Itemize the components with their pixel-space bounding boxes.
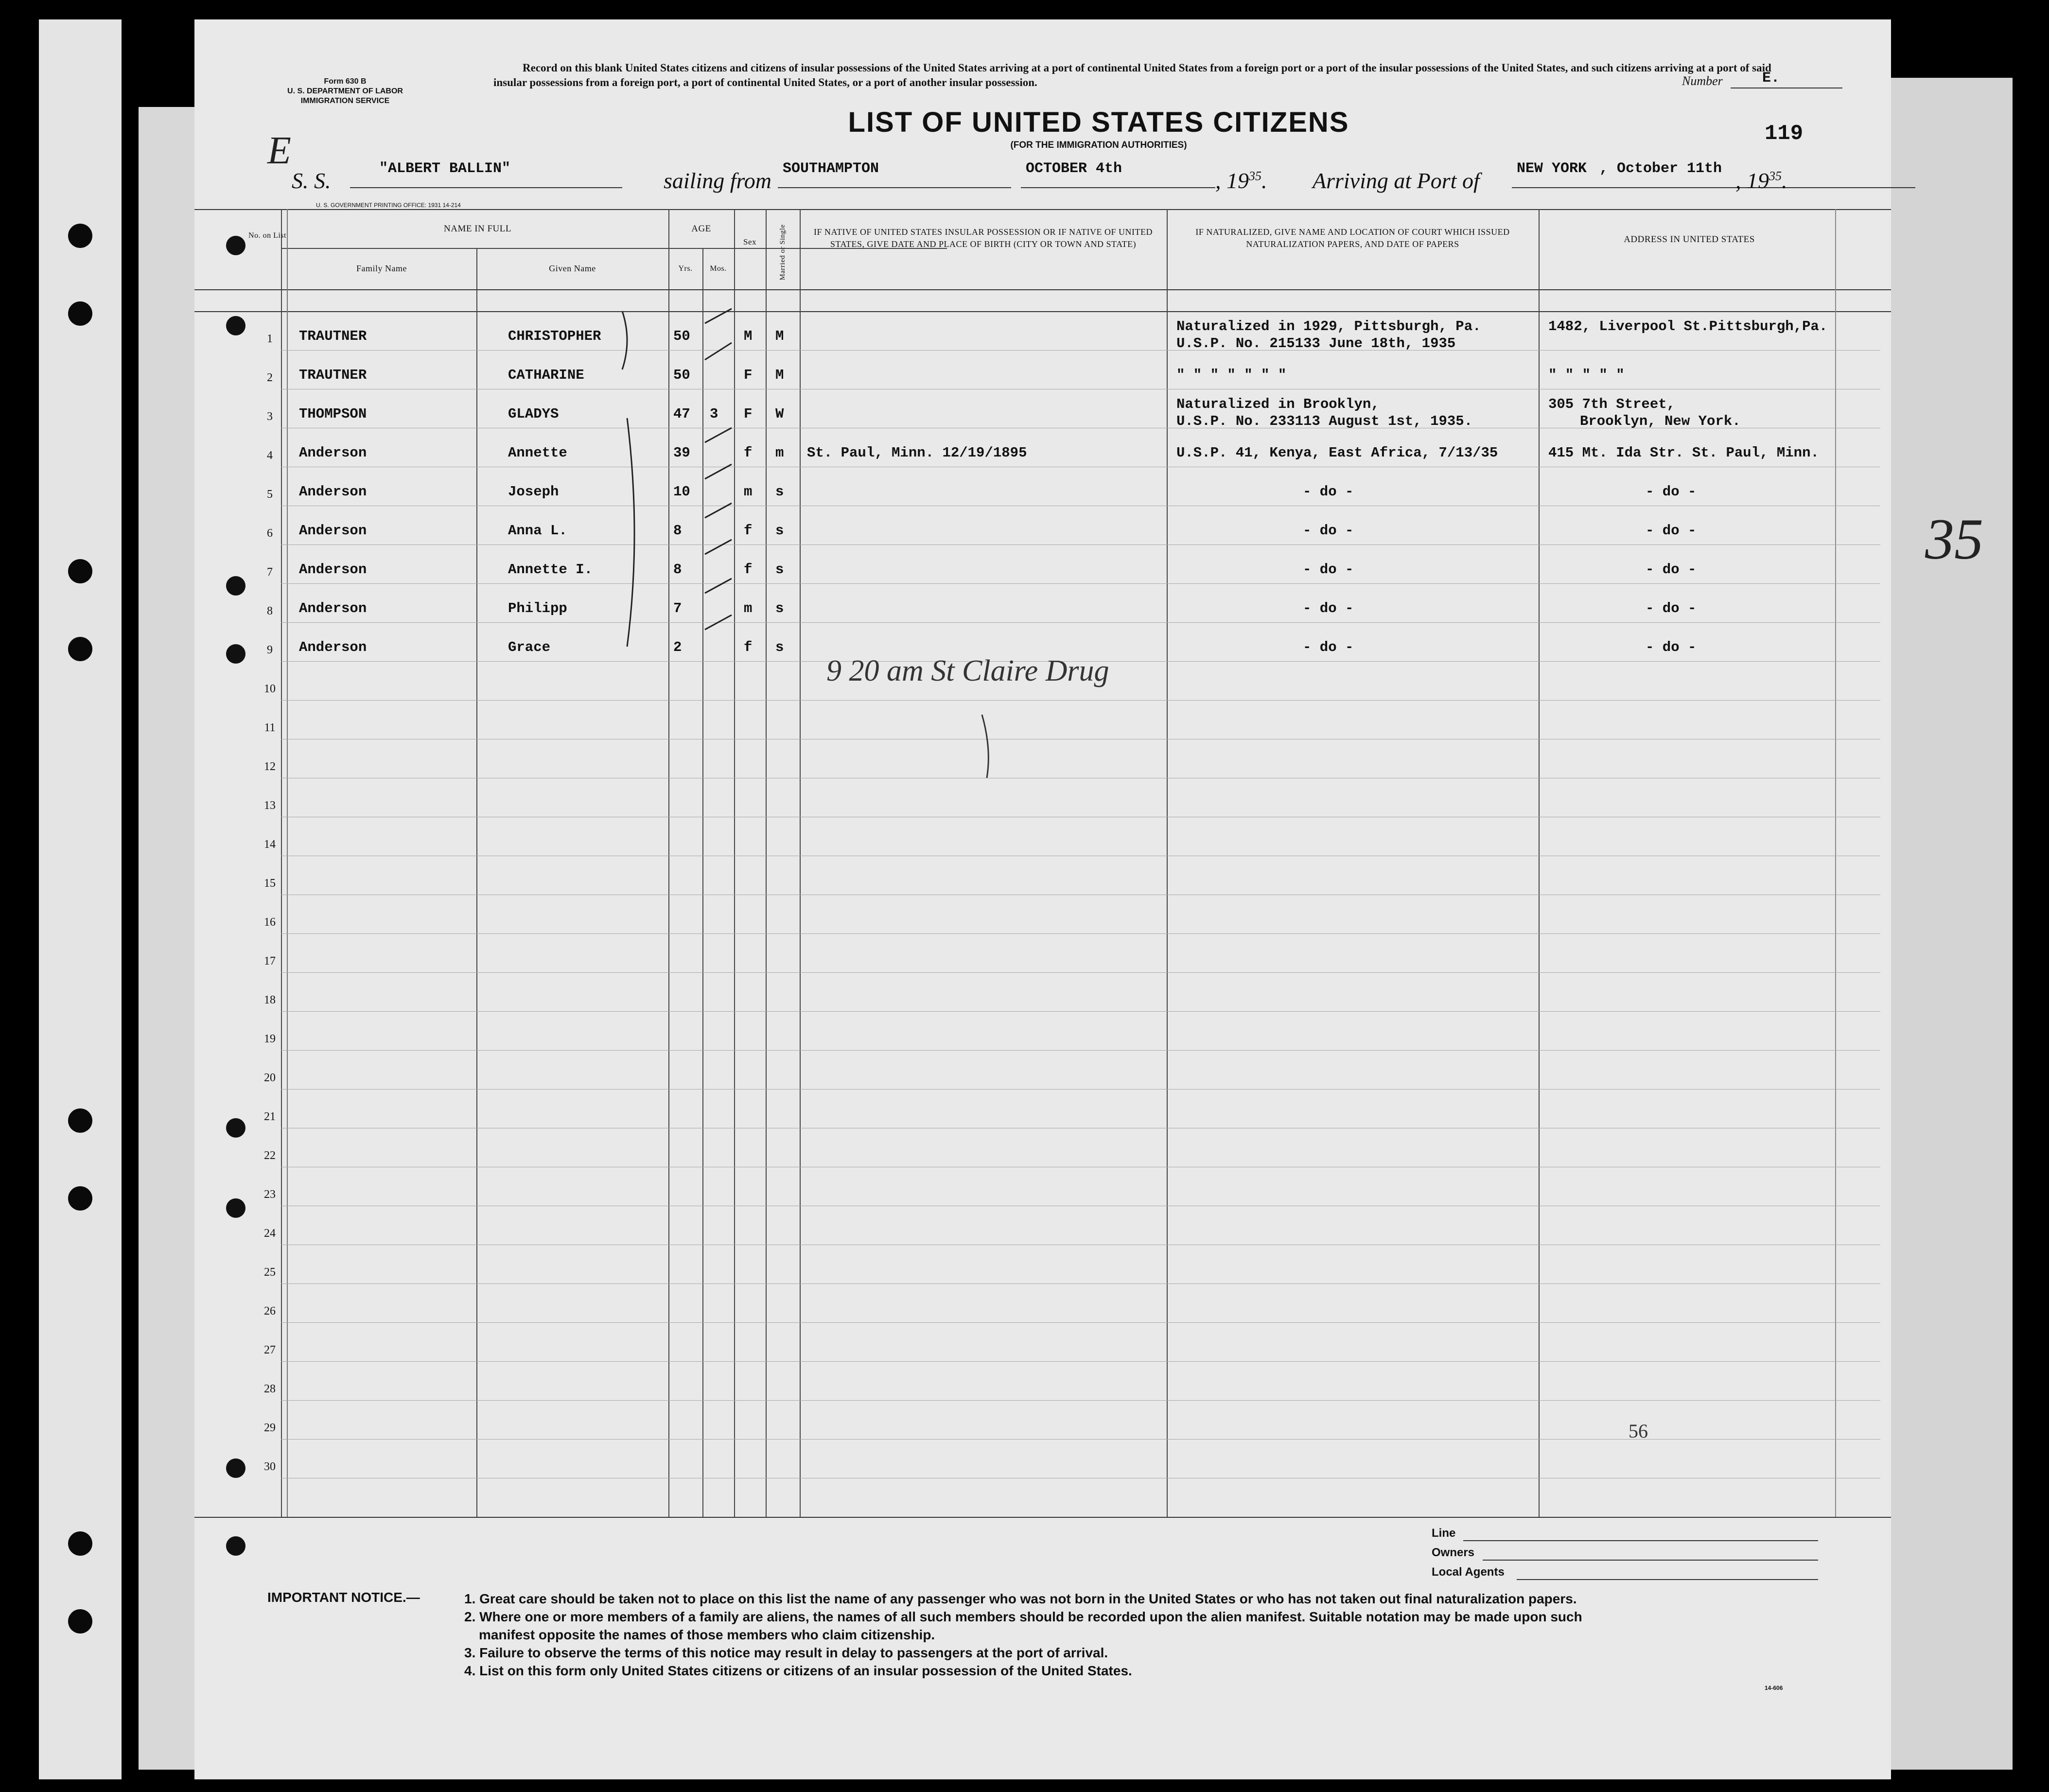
ss-label: S. S. <box>292 168 331 193</box>
naturalization-line1: - do - <box>1303 523 1354 539</box>
marital-status: m <box>775 445 784 461</box>
row-number: 4 <box>267 449 273 462</box>
header-naturalized: IF NATURALIZED, GIVE NAME AND LOCATION OF COURT WHICH ISSUED NATURALIZATION PAPERS, AND DATE OF PAPERS <box>1195 227 1510 249</box>
given-name: Annette <box>508 445 567 461</box>
departure-year: , $19^{35}$. <box>1215 168 1267 193</box>
sailing-label: sailing from <box>664 168 771 193</box>
sex: m <box>744 484 753 500</box>
row-number: 23 <box>264 1188 276 1201</box>
given-name: Grace <box>508 639 551 655</box>
print-office: U. S. GOVERNMENT PRINTING OFFICE: 1931 14-214 <box>316 202 461 209</box>
row-number: 11 <box>264 721 276 734</box>
binder-hole <box>68 224 92 248</box>
sex: f <box>744 562 753 578</box>
number-label: Number <box>1682 74 1723 88</box>
age-years: 8 <box>673 562 682 578</box>
naturalization-line1: Naturalized in Brooklyn, <box>1176 396 1380 412</box>
row-number: 8 <box>267 605 273 617</box>
notice-item: manifest opposite the names of those members who claim citizenship. <box>479 1627 935 1642</box>
naturalization-line1: " " " " " " " <box>1176 367 1287 383</box>
row-number: 20 <box>264 1072 276 1084</box>
check-mark <box>705 309 732 323</box>
marital-status: s <box>775 484 784 500</box>
sex: f <box>744 639 753 655</box>
marital-status: W <box>775 406 784 422</box>
binder-hole <box>68 1531 92 1556</box>
arrival-year-suffix: 35 <box>1769 169 1782 183</box>
page-number: 119 <box>1765 122 1804 146</box>
naturalization-line1: Naturalized in 1929, Pittsburgh, Pa. <box>1176 318 1481 334</box>
given-name: Annette I. <box>508 562 593 578</box>
row-number: 10 <box>264 683 276 695</box>
arrival-port: NEW YORK <box>1517 160 1587 177</box>
row-number: 13 <box>264 799 276 812</box>
handwriting-marks <box>194 19 1891 1575</box>
department: U. S. DEPARTMENT OF LABOR <box>287 87 403 95</box>
header-married: Married or Single <box>779 224 787 281</box>
marital-status: s <box>775 523 784 539</box>
row-number: 29 <box>264 1422 276 1434</box>
row-number: 12 <box>264 760 276 773</box>
header-birth: IF NATIVE OF UNITED STATES INSULAR POSSESSION OR IF NATIVE OF UNITED STATES, GIVE DATE AND PLACE OF BIRTH (CITY OR TOWN AND STATE) <box>813 227 1153 249</box>
address-line2: Brooklyn, New York. <box>1580 413 1741 429</box>
naturalization-line1: - do - <box>1303 639 1354 655</box>
age-years: 7 <box>673 600 682 616</box>
header-age: AGE <box>691 224 711 234</box>
header-sex: Sex <box>743 237 756 246</box>
notice-list <box>464 1590 1874 1680</box>
line-underline <box>1463 1540 1818 1541</box>
binder-hole <box>68 1108 92 1133</box>
row-number: 3 <box>267 410 273 423</box>
sex: F <box>744 406 753 422</box>
punch-hole <box>226 236 245 255</box>
punch-hole <box>226 1536 245 1556</box>
binder-hole <box>68 1186 92 1211</box>
naturalization-line1: U.S.P. 41, Kenya, East Africa, 7/13/35 <box>1176 445 1498 461</box>
row-number: 7 <box>267 566 273 579</box>
check-mark <box>705 464 732 479</box>
row-number: 24 <box>264 1227 276 1240</box>
binder-strip <box>39 19 122 1779</box>
row-number: 5 <box>267 488 273 501</box>
header-given-name: Given Name <box>549 264 596 273</box>
year-prefix: 19 <box>1226 168 1249 193</box>
marital-status: s <box>775 600 784 616</box>
check-mark <box>705 579 732 593</box>
arrival-year: , $19^{35}$. <box>1735 168 1787 193</box>
notice-item: 1. Great care should be taken not to place on this list the name of any passenger who was not born in the United States or who has not taken out final naturalization papers. <box>464 1591 1577 1606</box>
address-line1: " " " " " <box>1548 367 1625 383</box>
number-value: E. <box>1762 70 1780 87</box>
row-number: 21 <box>264 1110 276 1123</box>
check-mark <box>705 503 732 518</box>
punch-hole <box>226 1198 245 1218</box>
handwriting-stroke <box>982 715 988 778</box>
sex: f <box>744 523 753 539</box>
owners-label: Owners <box>1432 1546 1475 1559</box>
age-years: 50 <box>673 328 690 344</box>
marital-status: M <box>775 367 784 383</box>
age-months: 3 <box>710 406 718 422</box>
marital-status: s <box>775 562 784 578</box>
age-years: 39 <box>673 445 690 461</box>
row-number: 30 <box>264 1460 276 1473</box>
margin-mark: 35 <box>1925 507 1983 571</box>
given-name: GLADYS <box>508 406 559 422</box>
family-name: Anderson <box>299 562 367 578</box>
punch-hole <box>226 644 245 664</box>
arrival-year-prefix: 19 <box>1747 168 1769 193</box>
header-no: No. on List <box>248 231 286 240</box>
naturalization-line1: - do - <box>1303 600 1354 616</box>
sex: F <box>744 367 753 383</box>
notice-item: 3. Failure to observe the terms of this notice may result in delay to passengers at the port of arrival. <box>464 1645 1108 1660</box>
punch-hole <box>226 576 245 596</box>
address-line1: - do - <box>1646 562 1697 578</box>
row-number: 15 <box>264 877 276 890</box>
row-number: 22 <box>264 1149 276 1162</box>
marital-status: s <box>775 639 784 655</box>
address-line1: 415 Mt. Ida Str. St. Paul, Minn. <box>1548 445 1819 461</box>
check-mark <box>705 615 732 630</box>
sex: f <box>744 445 753 461</box>
instructions: Record on this blank United States citizens and citizens of insular possessions of the United States arriving at a port of continental United States from a foreign port or a port of the insular possessions of the United States, and such citizens arriving at a port of said insular possessions from a foreign port, a port of continental United States, or a port of another insular possession. <box>493 62 1771 88</box>
header-name-in-full: NAME IN FULL <box>444 224 511 234</box>
age-years: 10 <box>673 484 690 500</box>
check-mark <box>705 540 732 554</box>
naturalization-line2: U.S.P. No. 233113 August 1st, 1935. <box>1176 413 1473 429</box>
row-number: 1 <box>267 333 273 345</box>
family-name: Anderson <box>299 600 367 616</box>
address-line1: 1482, Liverpool St.Pittsburgh,Pa. <box>1548 318 1828 334</box>
agents-underline <box>1517 1579 1818 1580</box>
year-suffix: 35 <box>1249 169 1261 183</box>
service: IMMIGRATION SERVICE <box>300 97 390 105</box>
row-number: 16 <box>264 916 276 929</box>
row-number: 9 <box>267 644 273 656</box>
line-label: Line <box>1432 1527 1456 1540</box>
punch-hole <box>226 1458 245 1478</box>
notice-item: 2. Where one or more members of a family are aliens, the names of all such members should be recorded upon the alien manifest. Suitable notation may be made upon such <box>464 1609 1582 1624</box>
check-mark <box>705 343 732 360</box>
family-name: Anderson <box>299 639 367 655</box>
bracket-mark <box>622 311 627 369</box>
row-number: 25 <box>264 1266 276 1279</box>
naturalization-line1: - do - <box>1303 484 1354 500</box>
row-number: 28 <box>264 1383 276 1395</box>
header-yrs: Yrs. <box>678 264 693 273</box>
birth-place: St. Paul, Minn. 12/19/1895 <box>807 445 1027 461</box>
bracket-mark <box>627 418 634 647</box>
address-line1: - do - <box>1646 600 1697 616</box>
address-line1: - do - <box>1646 523 1697 539</box>
address-line1: - do - <box>1646 639 1697 655</box>
binder-hole <box>68 637 92 661</box>
form-number: Form 630 B <box>324 77 367 86</box>
row-number: 17 <box>264 955 276 967</box>
notice-item: 4. List on this form only United States citizens or citizens of an insular possession of the United States. <box>464 1663 1132 1678</box>
binder-hole <box>68 559 92 583</box>
address-line1: 305 7th Street, <box>1548 396 1676 412</box>
family-name: TRAUTNER <box>299 367 367 383</box>
given-name: Joseph <box>508 484 559 500</box>
family-name: Anderson <box>299 523 367 539</box>
marital-status: M <box>775 328 784 344</box>
family-name: THOMPSON <box>299 406 367 422</box>
page-stamp: 56 <box>1629 1420 1648 1442</box>
notice-title: IMPORTANT NOTICE.— <box>267 1590 420 1605</box>
binder-hole <box>68 301 92 326</box>
given-name: Philipp <box>508 600 567 616</box>
address-line1: - do - <box>1646 484 1697 500</box>
agents-label: Local Agents <box>1432 1565 1505 1579</box>
age-years: 50 <box>673 367 690 383</box>
ship-name: "ALBERT BALLIN" <box>379 160 511 177</box>
from-port: SOUTHAMPTON <box>783 160 879 177</box>
row-number: 2 <box>267 371 273 384</box>
page-subtitle: (FOR THE IMMIGRATION AUTHORITIES) <box>1010 140 1187 150</box>
page-title: LIST OF UNITED STATES CITIZENS <box>848 106 1349 138</box>
sex: M <box>744 328 753 344</box>
naturalization-line2: U.S.P. No. 215133 June 18th, 1935 <box>1176 335 1456 351</box>
form-code: 14-606 <box>1765 1685 1783 1691</box>
row-number: 27 <box>264 1344 276 1356</box>
age-years: 2 <box>673 639 682 655</box>
header-address: ADDRESS IN UNITED STATES <box>1624 234 1755 245</box>
naturalization-line1: - do - <box>1303 562 1354 578</box>
row-number: 6 <box>267 527 273 540</box>
family-name: TRAUTNER <box>299 328 367 344</box>
punch-hole <box>226 316 245 335</box>
check-mark <box>705 428 732 442</box>
header-mos: Mos. <box>710 264 727 273</box>
underlying-page-edge <box>1886 78 2013 1770</box>
header-family-name: Family Name <box>356 264 407 273</box>
binder-hole <box>68 1609 92 1634</box>
age-years: 47 <box>673 406 690 422</box>
age-years: 8 <box>673 523 682 539</box>
given-name: CATHARINE <box>508 367 584 383</box>
arrival-date: , October 11th <box>1599 160 1722 177</box>
given-name: Anna L. <box>508 523 567 539</box>
sex: m <box>744 600 753 616</box>
row-number: 18 <box>264 994 276 1006</box>
handwritten-note: 9 20 am St Claire Drug <box>826 654 1109 687</box>
manifest-sheet <box>194 19 1891 1779</box>
family-name: Anderson <box>299 445 367 461</box>
owners-underline <box>1483 1560 1818 1561</box>
row-number: 14 <box>264 838 276 851</box>
row-number: 26 <box>264 1305 276 1318</box>
punch-hole <box>226 1118 245 1138</box>
list-letter: E <box>267 129 291 172</box>
family-name: Anderson <box>299 484 367 500</box>
given-name: CHRISTOPHER <box>508 328 601 344</box>
arriving-label: Arriving at Port of <box>1313 168 1480 193</box>
departure-date: OCTOBER 4th <box>1026 160 1122 177</box>
row-number: 19 <box>264 1033 276 1045</box>
